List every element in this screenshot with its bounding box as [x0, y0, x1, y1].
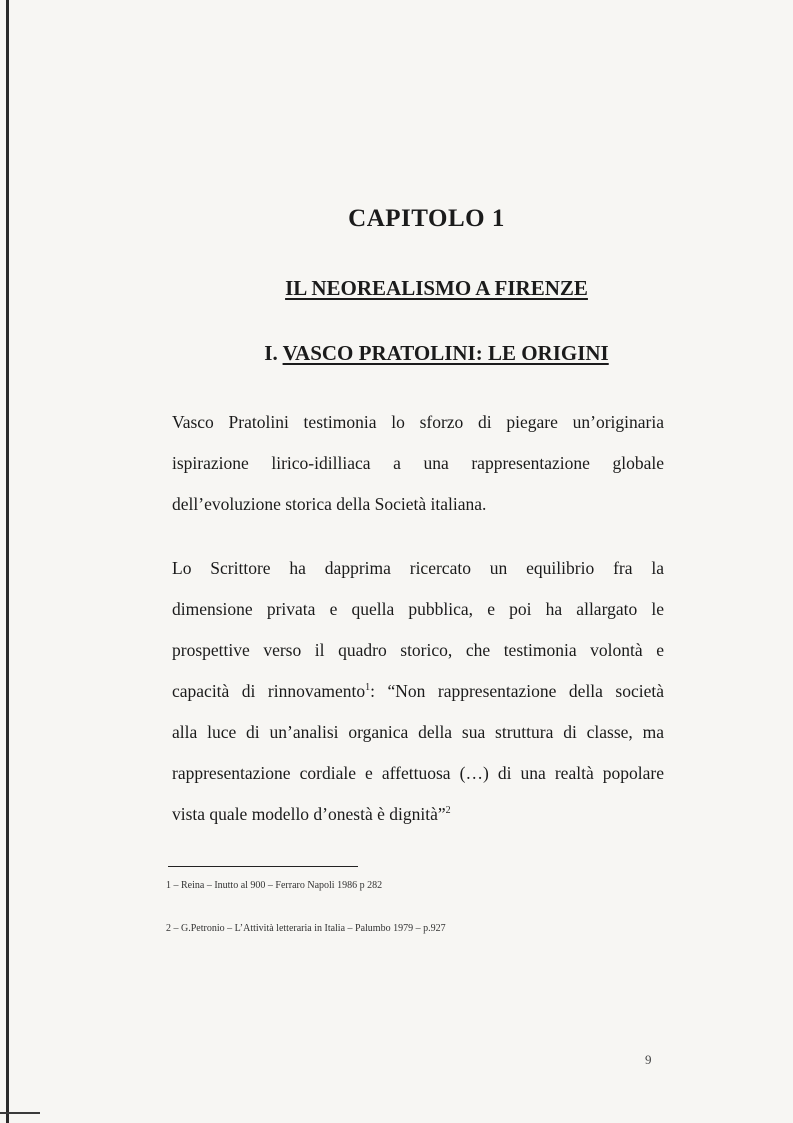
- subsection-title: [0, 341, 793, 366]
- paragraph-line: dell’evoluzione storica della Società italiana.: [172, 494, 487, 514]
- section-title-text: IL NEOREALISMO A FIRENZE: [285, 276, 588, 300]
- chapter-title: CAPITOLO 1: [348, 205, 505, 232]
- paragraph-line-with-footnote: [172, 671, 664, 712]
- footnote-2: 2 – G.Petronio – L’Attività letteraria in Italia – Palumbo 1979 – p.927: [166, 923, 446, 934]
- footnote-ref-1: 1: [365, 682, 371, 694]
- paragraph-line: alla luce di un’analisi organica della sua struttura di classe, ma: [172, 722, 664, 742]
- paragraph-line: prospettive verso il quadro storico, che testimonia volontà e: [172, 640, 664, 660]
- subsection-title-text: VASCO PRATOLINI: LE ORIGINI: [282, 341, 609, 365]
- paragraph-line: Vasco Pratolini testimonia lo sforzo di piegare un’originaria: [172, 412, 664, 432]
- paragraph-line: dimensione privata e quella pubblica, e poi ha allargato le: [172, 599, 664, 619]
- scan-mark: [0, 1112, 40, 1114]
- section-title: [0, 276, 793, 301]
- paragraph-1: [172, 402, 664, 525]
- paragraph-2: [172, 548, 664, 835]
- footnote-1: 1 – Reina – Inutto al 900 – Ferraro Napoli 1986 p 282: [166, 880, 383, 891]
- scan-edge: [6, 0, 9, 1123]
- paragraph-line: Lo Scrittore ha dapprima ricercato un equilibrio fra la: [172, 558, 664, 578]
- line-text: capacità di rinnovamento: [172, 681, 366, 701]
- paragraph-line: ispirazione lirico-idilliaca a una rappresentazione globale: [172, 453, 664, 473]
- paragraph-line: rappresentazione cordiale e affettuosa (…) di una realtà popolare: [172, 763, 664, 783]
- paragraph-line-with-footnote: [172, 794, 664, 835]
- page-number: 9: [645, 1052, 652, 1067]
- line-text: : “Non rappresentazione della società: [370, 681, 664, 701]
- footnote-ref-2: 2: [445, 805, 451, 817]
- footnote-separator: [168, 866, 358, 867]
- subsection-number: I.: [264, 341, 278, 365]
- line-text: vista quale modello d’onestà è dignità”: [172, 804, 446, 824]
